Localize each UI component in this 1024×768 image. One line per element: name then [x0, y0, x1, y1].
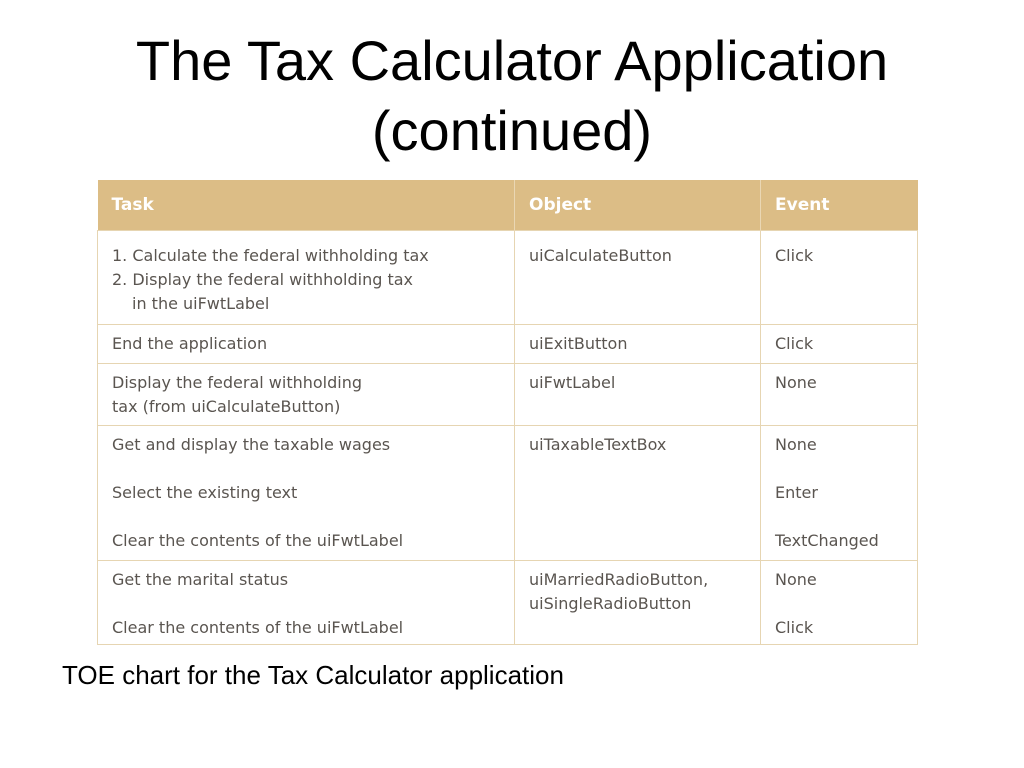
task-line — [112, 592, 500, 616]
object-line: uiMarriedRadioButton, — [529, 569, 709, 589]
object-cell — [515, 324, 761, 363]
event-line — [775, 592, 903, 616]
figure-caption: TOE chart for the Tax Calculator application — [62, 660, 564, 690]
task-line: tax (from uiCalculateButton) — [112, 396, 341, 416]
object-line: uiSingleRadioButton — [529, 593, 692, 613]
object-cell — [515, 425, 761, 560]
table-row — [98, 363, 918, 425]
event-cell — [761, 363, 918, 425]
task-line: Clear the contents of the uiFwtLabel — [112, 530, 404, 550]
event-line: Click — [775, 245, 814, 265]
task-line — [112, 457, 500, 481]
column-header-object: Object — [515, 180, 761, 230]
task-line: Select the existing text — [112, 482, 298, 502]
object-cell — [515, 363, 761, 425]
object-cell — [515, 230, 761, 324]
object-line: uiTaxableTextBox — [529, 434, 667, 454]
event-cell — [761, 230, 918, 324]
task-line: 1. Calculate the federal withholding tax — [112, 245, 429, 265]
table-row — [98, 560, 918, 644]
event-line: Click — [775, 617, 814, 637]
table-header-row — [98, 180, 918, 230]
task-line: End the application — [112, 333, 268, 353]
event-line — [775, 457, 903, 481]
event-line: None — [775, 569, 817, 589]
task-line: Get the marital status — [112, 569, 289, 589]
task-cell — [98, 363, 515, 425]
column-header-task: Task — [98, 180, 515, 230]
task-line: Get and display the taxable wages — [112, 434, 391, 454]
object-line: uiFwtLabel — [529, 372, 616, 392]
event-line: Enter — [775, 482, 818, 502]
slide-title-line-2: (continued) — [371, 99, 653, 162]
object-line: uiCalculateButton — [529, 245, 672, 265]
event-cell — [761, 425, 918, 560]
task-cell — [98, 324, 515, 363]
task-line — [112, 505, 500, 529]
event-cell — [761, 560, 918, 644]
table-row — [98, 230, 918, 324]
object-line: uiExitButton — [529, 333, 628, 353]
toe-chart-table — [97, 180, 918, 645]
event-line: Click — [775, 333, 814, 353]
task-line: in the uiFwtLabel — [132, 293, 270, 313]
task-line: 2. Display the federal withholding tax — [112, 269, 413, 289]
event-cell — [761, 324, 918, 363]
event-line: None — [775, 372, 817, 392]
slide-title — [0, 26, 1024, 166]
task-cell — [98, 560, 515, 644]
event-line: None — [775, 434, 817, 454]
task-line: Display the federal withholding — [112, 372, 363, 392]
table-row — [98, 324, 918, 363]
slide-title-line-1: The Tax Calculator Application — [135, 29, 889, 92]
task-line: Clear the contents of the uiFwtLabel — [112, 617, 404, 637]
task-cell — [98, 230, 515, 324]
event-line — [775, 505, 903, 529]
column-header-event: Event — [761, 180, 918, 230]
task-cell — [98, 425, 515, 560]
table-row — [98, 425, 918, 560]
object-cell — [515, 560, 761, 644]
event-line: TextChanged — [775, 530, 879, 550]
